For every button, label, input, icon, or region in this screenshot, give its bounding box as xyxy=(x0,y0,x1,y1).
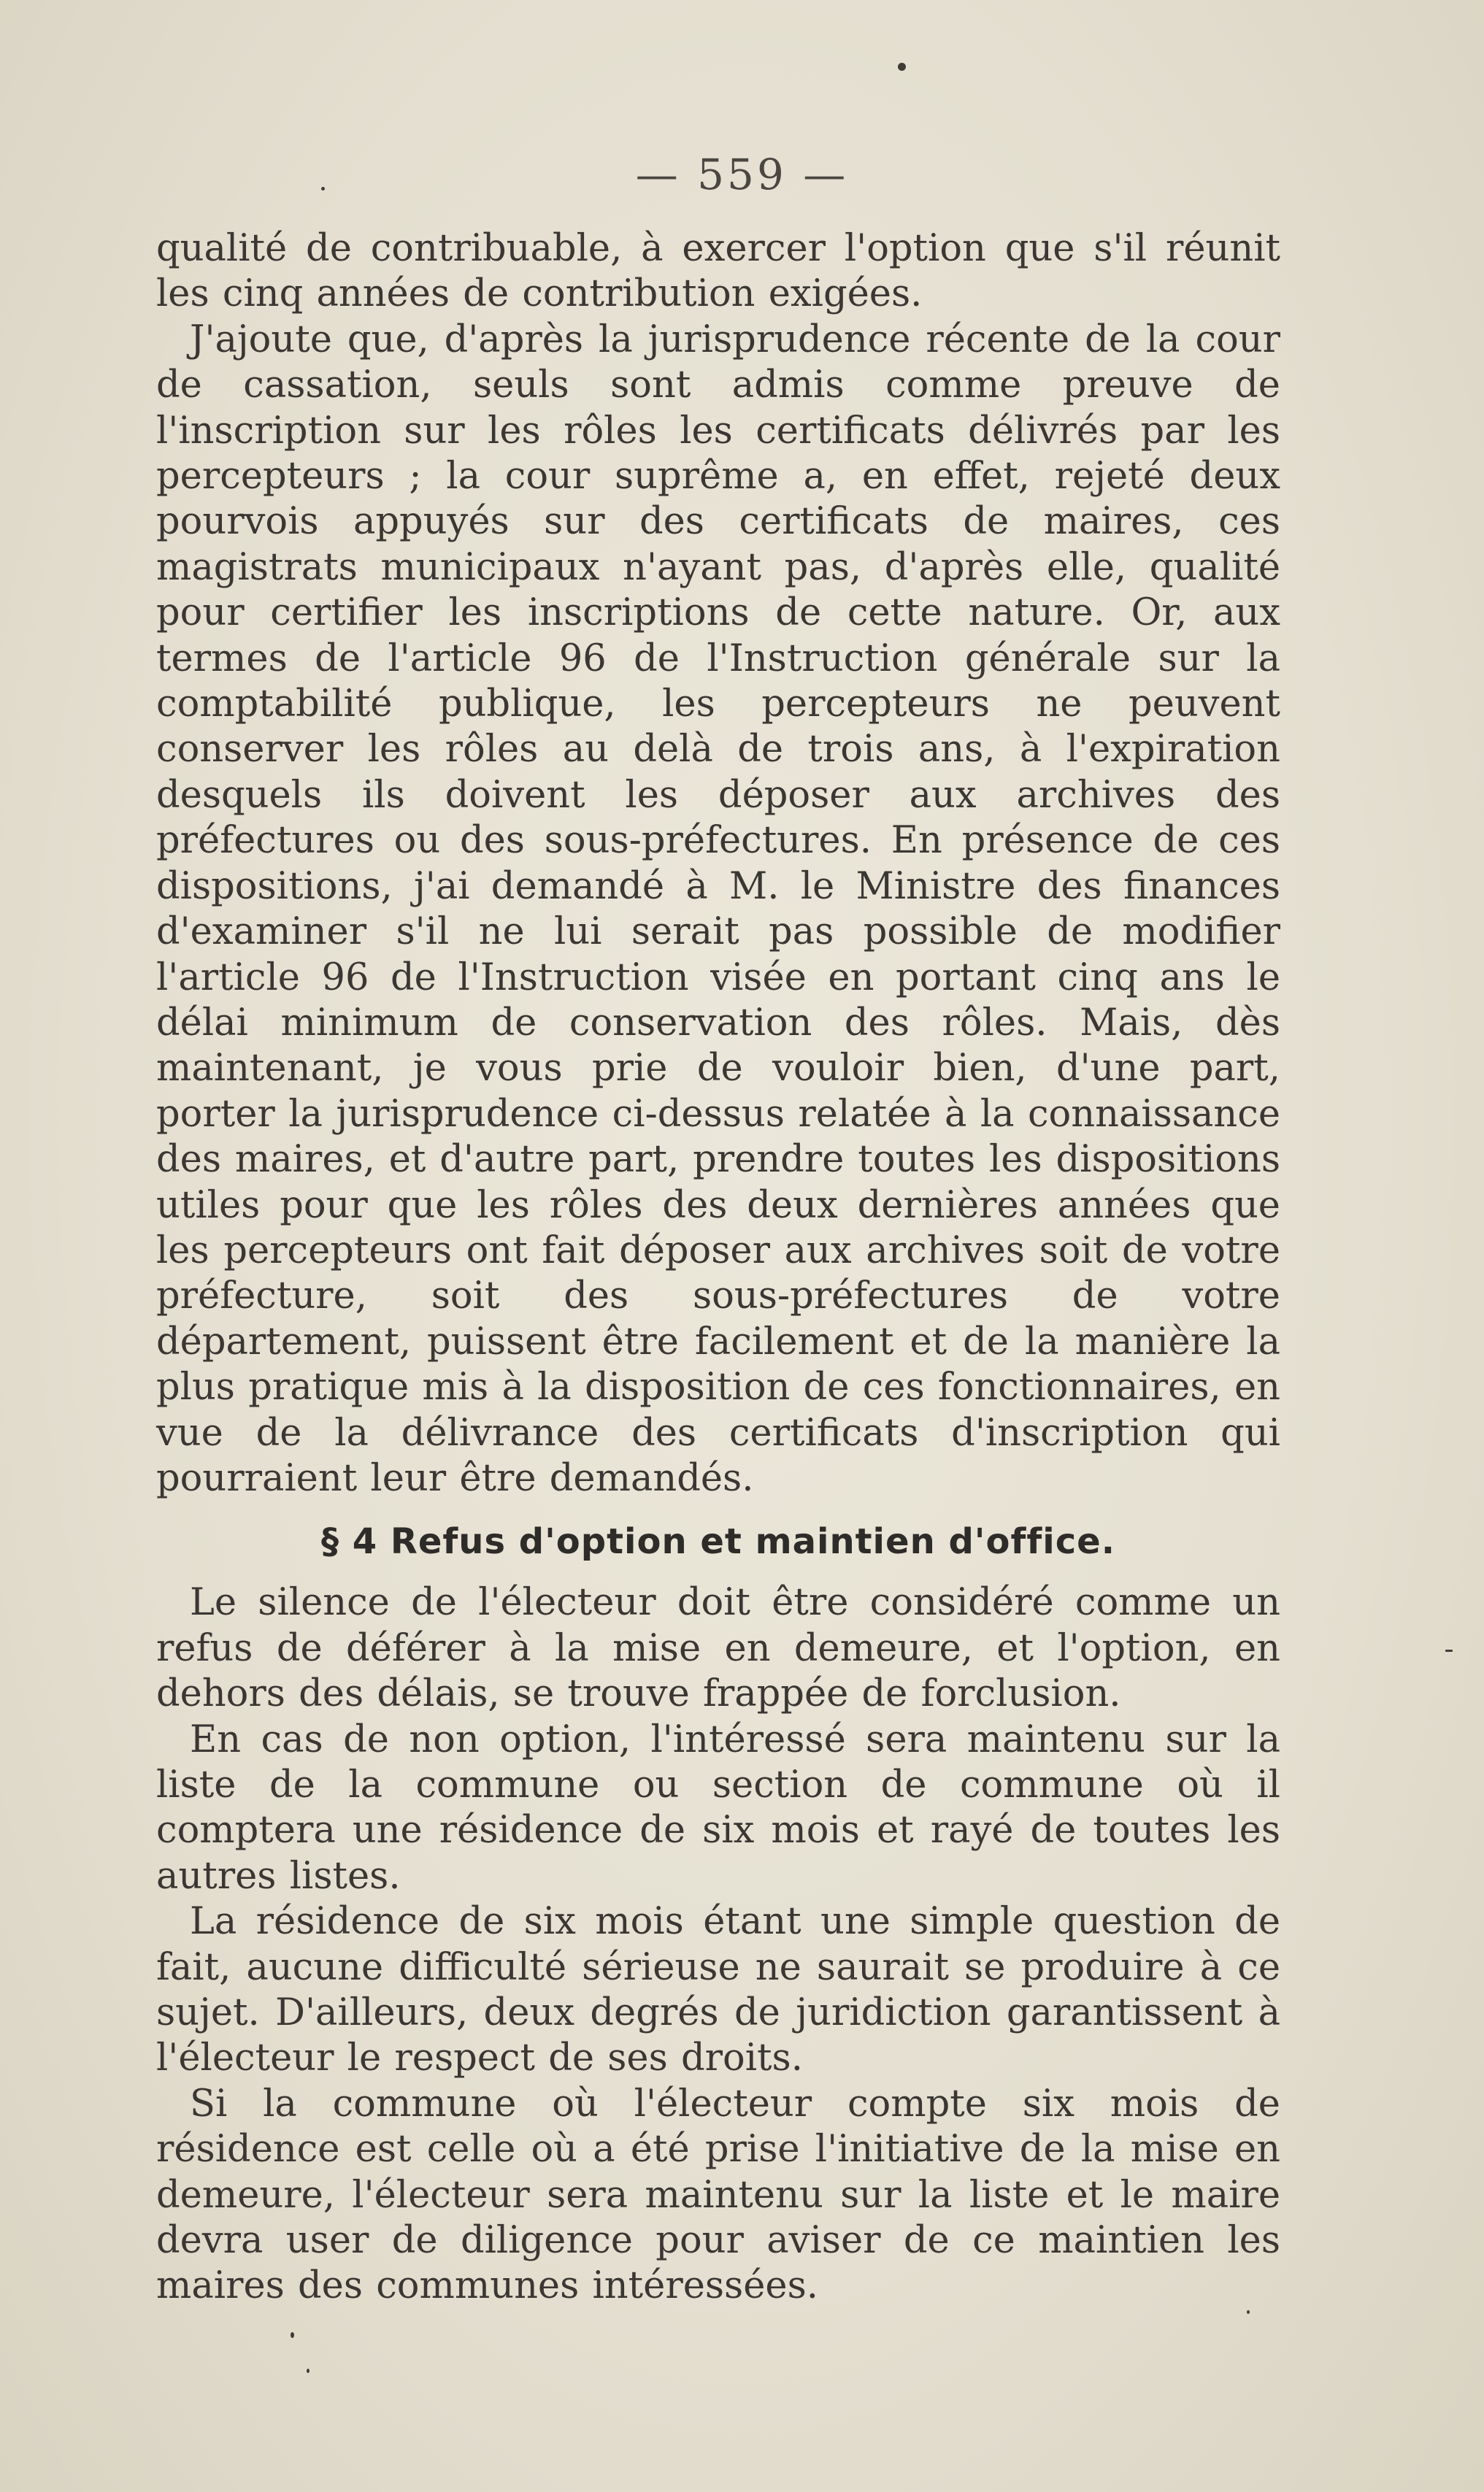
ink-speck xyxy=(898,63,906,71)
ink-speck xyxy=(1445,1650,1453,1652)
ink-speck xyxy=(291,2332,294,2338)
paragraph: J'ajoute que, d'après la jurisprudence récente de la cour de cassation, seuls sont admis comme preuve de l'inscription sur les rôles les certificats délivrés par les percepteurs ; la cour suprême a, en effet, rejeté deux pourvois appuyés sur des certificats de maires, ces magistrats municipaux n'ayant pas, d'après elle, qualité pour certifier les inscriptions de cette nature. Or, aux termes de l'article 96 de l'Instruction générale sur la comptabilité publique, les percepteurs ne peuvent conserver les rôles au delà de trois ans, à l'expiration desquels ils doivent les déposer aux archives des préfectures ou des sous-préfectures. En présence de ces dispositions, j'ai demandé à M. le Ministre des finances d'examiner s'il ne lui serait pas possible de modifier l'article 96 de l'Instruction visée en portant cinq ans le délai minimum de conservation des rôles. Mais, dès maintenant, je vous prie de vouloir bien, d'une part, porter la jurisprudence ci-dessus relatée à la connaissance des maires, et d'autre part, prendre toutes les dispositions utiles pour que les rôles des deux dernières années que les percepteurs ont fait déposer aux archives soit de votre préfecture, soit des sous-préfectures de votre département, puissent être facilement et de la manière la plus pratique mis à la disposition de ces fonctionnaires, en vue de la délivrance des certificats d'inscription qui pourraient leur être demandés. xyxy=(156,318,1280,1500)
paragraph: La résidence de six mois étant une simple question de fait, aucune difficulté sérieuse ne saurait se produire à ce sujet. D'ailleurs, deux degrés de juridiction garantissent à l'électeur le respect de ses droits. xyxy=(156,1900,1280,2080)
body-text xyxy=(156,226,1280,2310)
page-number: — 559 — xyxy=(635,150,849,199)
section-heading: § 4 Refus d'option et maintien d'office. xyxy=(321,1521,1115,1563)
paragraph: Le silence de l'électeur doit être considéré comme un refus de déférer à la mise en demeure, et l'option, en dehors des délais, se trouve frappée de forclusion. xyxy=(156,1581,1280,1716)
paragraph: qualité de contribuable, à exercer l'option que s'il réunit les cinq années de contribution exigées. xyxy=(156,227,1280,316)
paragraph: Si la commune où l'électeur compte six mois de résidence est celle où a été prise l'initiative de la mise en demeure, l'électeur sera maintenu sur la liste et le maire devra user de diligence pour aviser de ce maintien les maires des communes intéressées. xyxy=(156,2082,1280,2308)
paragraph: En cas de non option, l'intéressé sera maintenu sur la liste de la commune ou section de commune où il comptera une résidence de six mois et rayé de toutes les autres listes. xyxy=(156,1718,1280,1898)
ink-speck xyxy=(307,2369,310,2373)
ink-speck xyxy=(1247,2310,1250,2314)
